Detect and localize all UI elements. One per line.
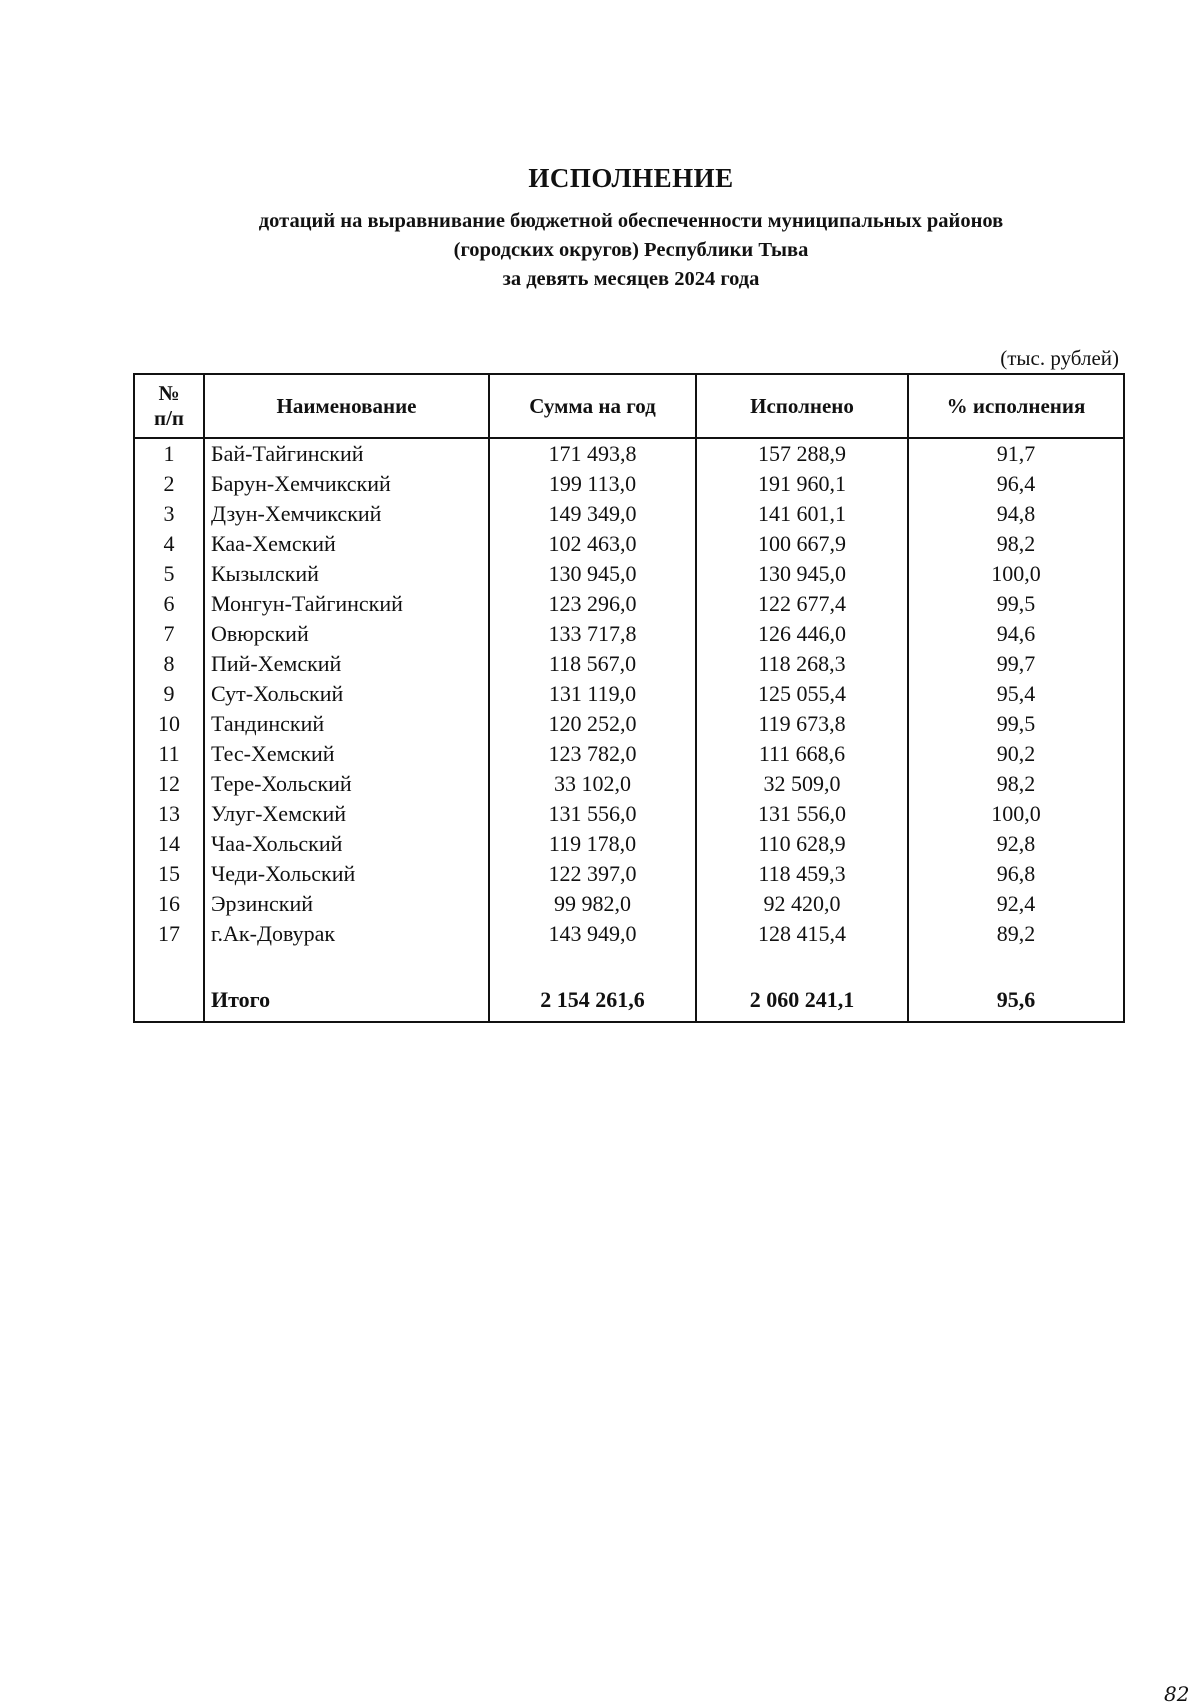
- subtitle-line-3: за девять месяцев 2024 года: [502, 268, 760, 290]
- row-number: 16: [134, 889, 204, 919]
- page-number: 82: [1164, 1682, 1190, 1706]
- table-row: [134, 438, 1124, 469]
- table-row: [134, 559, 1124, 589]
- table-row: [134, 499, 1124, 529]
- total-number: [134, 985, 204, 1022]
- total-executed: 2 060 241,1: [696, 985, 908, 1022]
- row-number: 17: [134, 919, 204, 949]
- table-row: [134, 799, 1124, 829]
- row-number: 11: [134, 739, 204, 769]
- row-percent: 90,2: [908, 739, 1124, 769]
- row-executed: 111 668,6: [696, 739, 908, 769]
- row-planned: 131 556,0: [489, 799, 696, 829]
- table-row: [134, 649, 1124, 679]
- table-body: [134, 438, 1124, 1022]
- row-number: 12: [134, 769, 204, 799]
- row-executed: 141 601,1: [696, 499, 908, 529]
- row-percent: 99,5: [908, 589, 1124, 619]
- row-executed: 100 667,9: [696, 529, 908, 559]
- execution-table: [133, 373, 1125, 1023]
- row-executed: 118 268,3: [696, 649, 908, 679]
- document-title: ИСПОЛНЕНИЕ: [528, 163, 734, 193]
- row-percent: 92,4: [908, 889, 1124, 919]
- row-planned: 130 945,0: [489, 559, 696, 589]
- row-executed: 122 677,4: [696, 589, 908, 619]
- row-name: Улуг-Хемский: [204, 799, 489, 829]
- row-percent: 91,7: [908, 438, 1124, 469]
- row-name: Каа-Хемский: [204, 529, 489, 559]
- units-label: (тыс. рублей): [1000, 346, 1119, 370]
- row-percent: 92,8: [908, 829, 1124, 859]
- row-name: Тес-Хемский: [204, 739, 489, 769]
- row-executed: 92 420,0: [696, 889, 908, 919]
- column-header-planned: Сумма на год: [489, 374, 696, 438]
- row-name: Барун-Хемчикский: [204, 469, 489, 499]
- spacer-cell: [908, 949, 1124, 985]
- row-executed: 157 288,9: [696, 438, 908, 469]
- row-name: Чеди-Хольский: [204, 859, 489, 889]
- row-executed: 191 960,1: [696, 469, 908, 499]
- row-name: Тере-Хольский: [204, 769, 489, 799]
- row-name: Овюрский: [204, 619, 489, 649]
- row-percent: 98,2: [908, 769, 1124, 799]
- row-percent: 89,2: [908, 919, 1124, 949]
- spacer-cell: [204, 949, 489, 985]
- row-percent: 99,5: [908, 709, 1124, 739]
- row-planned: 123 782,0: [489, 739, 696, 769]
- table-row: [134, 859, 1124, 889]
- column-header-percent: % исполнения: [908, 374, 1124, 438]
- total-label: Итого: [204, 985, 489, 1022]
- subtitle-line-1: дотаций на выравнивание бюджетной обеспеченности муниципальных районов: [258, 210, 1004, 232]
- row-percent: 96,8: [908, 859, 1124, 889]
- row-percent: 100,0: [908, 799, 1124, 829]
- row-name: Бай-Тайгинский: [204, 438, 489, 469]
- table-row: [134, 829, 1124, 859]
- total-planned: 2 154 261,6: [489, 985, 696, 1022]
- document-subtitle: [0, 207, 1200, 294]
- row-number: 15: [134, 859, 204, 889]
- row-number: 7: [134, 619, 204, 649]
- row-percent: 94,6: [908, 619, 1124, 649]
- row-planned: 33 102,0: [489, 769, 696, 799]
- spacer-cell: [696, 949, 908, 985]
- row-number: 3: [134, 499, 204, 529]
- row-number: 13: [134, 799, 204, 829]
- row-number: 10: [134, 709, 204, 739]
- row-name: Кызылский: [204, 559, 489, 589]
- row-planned: 122 397,0: [489, 859, 696, 889]
- row-name: г.Ак-Довурак: [204, 919, 489, 949]
- row-percent: 100,0: [908, 559, 1124, 589]
- table-header-row: [134, 374, 1124, 438]
- row-name: Дзун-Хемчикский: [204, 499, 489, 529]
- row-number: 6: [134, 589, 204, 619]
- row-planned: 102 463,0: [489, 529, 696, 559]
- row-percent: 95,4: [908, 679, 1124, 709]
- row-executed: 128 415,4: [696, 919, 908, 949]
- column-header-executed: Исполнено: [696, 374, 908, 438]
- column-header-name: Наименование: [204, 374, 489, 438]
- table-row: [134, 469, 1124, 499]
- row-number: 14: [134, 829, 204, 859]
- row-name: Чаа-Хольский: [204, 829, 489, 859]
- row-planned: 171 493,8: [489, 438, 696, 469]
- row-percent: 96,4: [908, 469, 1124, 499]
- row-executed: 110 628,9: [696, 829, 908, 859]
- row-executed: 131 556,0: [696, 799, 908, 829]
- table-row: [134, 739, 1124, 769]
- row-planned: 131 119,0: [489, 679, 696, 709]
- row-executed: 125 055,4: [696, 679, 908, 709]
- row-planned: 119 178,0: [489, 829, 696, 859]
- row-number: 8: [134, 649, 204, 679]
- row-planned: 118 567,0: [489, 649, 696, 679]
- row-number: 2: [134, 469, 204, 499]
- table-row: [134, 769, 1124, 799]
- row-planned: 120 252,0: [489, 709, 696, 739]
- row-planned: 149 349,0: [489, 499, 696, 529]
- row-name: Тандинский: [204, 709, 489, 739]
- row-percent: 99,7: [908, 649, 1124, 679]
- table-row: [134, 589, 1124, 619]
- table-row: [134, 529, 1124, 559]
- total-row: [134, 985, 1124, 1022]
- spacer-cell: [134, 949, 204, 985]
- row-executed: 118 459,3: [696, 859, 908, 889]
- spacer-row: [134, 949, 1124, 985]
- row-planned: 199 113,0: [489, 469, 696, 499]
- row-name: Монгун-Тайгинский: [204, 589, 489, 619]
- row-number: 4: [134, 529, 204, 559]
- row-executed: 130 945,0: [696, 559, 908, 589]
- row-number: 5: [134, 559, 204, 589]
- table-row: [134, 709, 1124, 739]
- row-planned: 123 296,0: [489, 589, 696, 619]
- column-header-number-line1: №: [158, 381, 180, 405]
- total-percent: 95,6: [908, 985, 1124, 1022]
- table-row: [134, 889, 1124, 919]
- row-executed: 126 446,0: [696, 619, 908, 649]
- row-percent: 94,8: [908, 499, 1124, 529]
- subtitle-line-2: (городских округов) Республики Тыва: [453, 239, 809, 261]
- table-row: [134, 919, 1124, 949]
- row-name: Эрзинский: [204, 889, 489, 919]
- spacer-cell: [489, 949, 696, 985]
- column-header-number-line2: п/п: [153, 406, 185, 430]
- row-executed: 32 509,0: [696, 769, 908, 799]
- row-name: Сут-Хольский: [204, 679, 489, 709]
- row-executed: 119 673,8: [696, 709, 908, 739]
- column-header-number: [134, 374, 204, 438]
- row-planned: 143 949,0: [489, 919, 696, 949]
- row-percent: 98,2: [908, 529, 1124, 559]
- row-name: Пий-Хемский: [204, 649, 489, 679]
- table-row: [134, 619, 1124, 649]
- row-number: 1: [134, 438, 204, 469]
- row-planned: 133 717,8: [489, 619, 696, 649]
- row-planned: 99 982,0: [489, 889, 696, 919]
- table-row: [134, 679, 1124, 709]
- row-number: 9: [134, 679, 204, 709]
